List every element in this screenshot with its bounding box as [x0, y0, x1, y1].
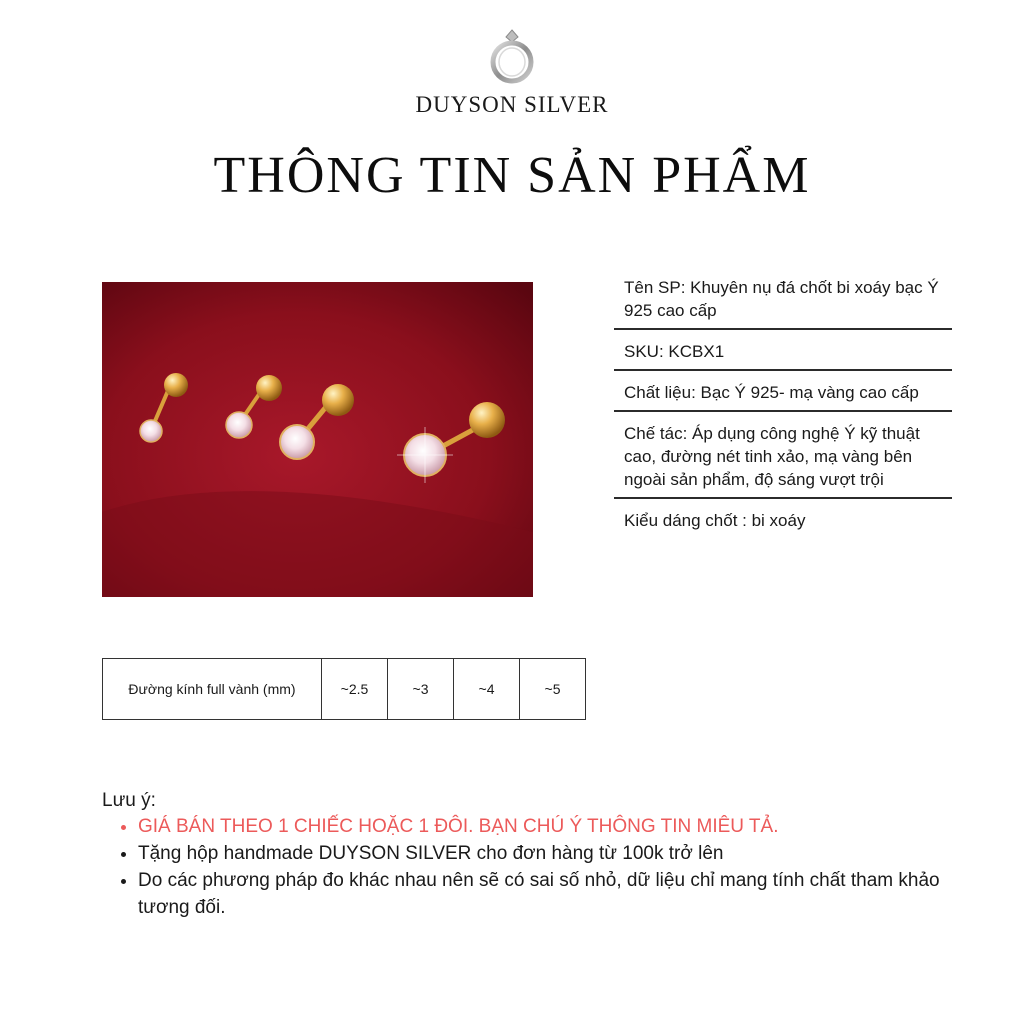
size-table: [102, 658, 586, 720]
brand-name: DUYSON SILVER: [415, 92, 609, 117]
spec-clasp: Kiểu dáng chốt : bi xoáy: [624, 511, 806, 530]
spec-craft: Chế tác: Áp dụng công nghệ Ý kỹ thuật cao, đường nét tinh xảo, mạ vàng bên ngoài sản phẩm, độ sáng vượt trội: [614, 422, 952, 499]
notes-section: [102, 788, 962, 921]
spec-material: Chất liệu: Bạc Ý 925- mạ vàng cao cấp: [614, 381, 952, 412]
page-title: THÔNG TIN SẢN PHẨM: [213, 147, 811, 204]
note-gift-box: • Tặng hộp handmade DUYSON SILVER cho đơn hàng từ 100k trở lên: [138, 840, 962, 867]
note-price-warning: • GIÁ BÁN THEO 1 CHIẾC HOẶC 1 ĐÔI. BẠN CHÚ Ý THÔNG TIN MIÊU TẢ.: [138, 813, 962, 840]
size-value: ~2.5: [322, 659, 388, 720]
spec-name: Tên SP: Khuyên nụ đá chốt bi xoáy bạc Ý 925 cao cấp: [614, 276, 952, 330]
notes-list: [102, 813, 962, 921]
size-value: ~4: [454, 659, 520, 720]
spec-sku: SKU: KCBX1: [614, 340, 952, 371]
size-value: ~3: [388, 659, 454, 720]
table-row: [103, 659, 586, 720]
notes-title: Lưu ý:: [102, 790, 156, 811]
product-specs: [614, 276, 952, 548]
ring-icon: [488, 28, 536, 84]
note-measurement: • Do các phương pháp đo khác nhau nên sẽ có sai số nhỏ, dữ liệu chỉ mang tính chất tham khảo tương đối.: [138, 867, 962, 921]
product-photo: [102, 282, 533, 597]
size-value: ~5: [520, 659, 586, 720]
size-header: Đường kính full vành (mm): [103, 659, 322, 720]
